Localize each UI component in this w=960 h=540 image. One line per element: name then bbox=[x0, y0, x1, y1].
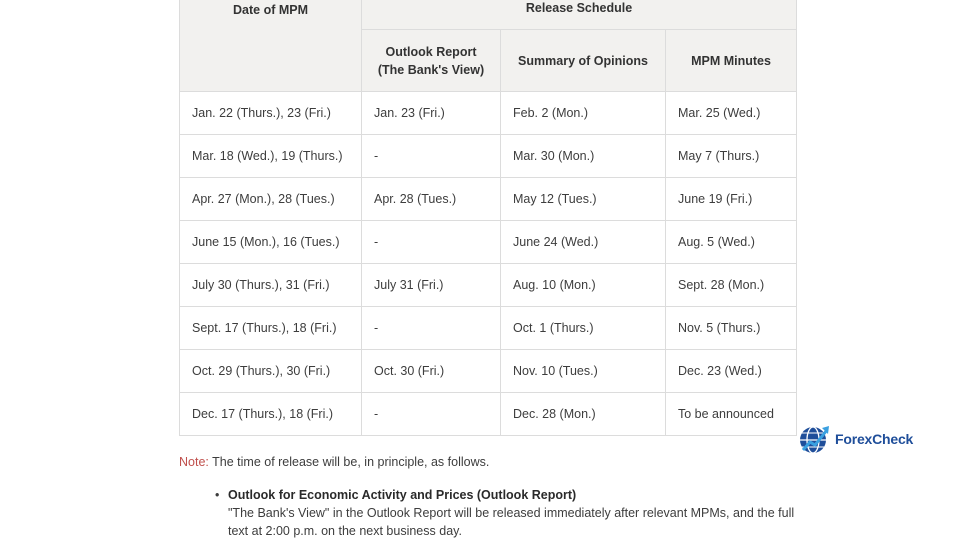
cell-date: July 30 (Thurs.), 31 (Fri.) bbox=[180, 264, 362, 307]
note-label: Note: bbox=[179, 455, 209, 469]
table-row bbox=[180, 264, 797, 307]
header-outlook-report bbox=[362, 30, 501, 92]
table-row bbox=[180, 307, 797, 350]
cell-outlook: - bbox=[362, 393, 501, 436]
cell-date: Apr. 27 (Mon.), 28 (Tues.) bbox=[180, 178, 362, 221]
cell-summary: Oct. 1 (Thurs.) bbox=[501, 307, 666, 350]
cell-minutes: To be announced bbox=[666, 393, 797, 436]
cell-outlook: Jan. 23 (Fri.) bbox=[362, 92, 501, 135]
cell-outlook: Oct. 30 (Fri.) bbox=[362, 350, 501, 393]
bullet-heading: Outlook for Economic Activity and Prices (Outlook Report) bbox=[228, 488, 577, 502]
table-row bbox=[180, 178, 797, 221]
logo-wordmark: ForexCheck bbox=[835, 431, 914, 447]
cell-outlook: - bbox=[362, 221, 501, 264]
cell-date: Dec. 17 (Thurs.), 18 (Fri.) bbox=[180, 393, 362, 436]
cell-date: Jan. 22 (Thurs.), 23 (Fri.) bbox=[180, 92, 362, 135]
cell-summary: Mar. 30 (Mon.) bbox=[501, 135, 666, 178]
cell-outlook: Apr. 28 (Tues.) bbox=[362, 178, 501, 221]
note-text: The time of release will be, in principle, as follows. bbox=[208, 455, 490, 469]
header-outlook-report-label: Outlook Report (The Bank's View) bbox=[377, 44, 485, 77]
table-row bbox=[180, 135, 797, 178]
header-release-schedule: Release Schedule bbox=[362, 0, 797, 30]
cell-summary: June 24 (Wed.) bbox=[501, 221, 666, 264]
cell-minutes: Dec. 23 (Wed.) bbox=[666, 350, 797, 393]
cell-summary: Nov. 10 (Tues.) bbox=[501, 350, 666, 393]
cell-minutes: Nov. 5 (Thurs.) bbox=[666, 307, 797, 350]
cell-date: Oct. 29 (Thurs.), 30 (Fri.) bbox=[180, 350, 362, 393]
table-row bbox=[180, 393, 797, 436]
release-note bbox=[179, 455, 489, 469]
table-body bbox=[180, 92, 797, 436]
cell-summary: Aug. 10 (Mon.) bbox=[501, 264, 666, 307]
cell-minutes: June 19 (Fri.) bbox=[666, 178, 797, 221]
release-schedule-table bbox=[179, 0, 797, 436]
cell-date: Mar. 18 (Wed.), 19 (Thurs.) bbox=[180, 135, 362, 178]
cell-summary: Feb. 2 (Mon.) bbox=[501, 92, 666, 135]
cell-minutes: Aug. 5 (Wed.) bbox=[666, 221, 797, 264]
cell-minutes: Sept. 28 (Mon.) bbox=[666, 264, 797, 307]
cell-summary: May 12 (Tues.) bbox=[501, 178, 666, 221]
cell-date: Sept. 17 (Thurs.), 18 (Fri.) bbox=[180, 307, 362, 350]
cell-minutes: May 7 (Thurs.) bbox=[666, 135, 797, 178]
table-row bbox=[180, 92, 797, 135]
cell-summary: Dec. 28 (Mon.) bbox=[501, 393, 666, 436]
cell-outlook: July 31 (Fri.) bbox=[362, 264, 501, 307]
header-summary-of-opinions: Summary of Opinions bbox=[501, 30, 666, 92]
cell-date: June 15 (Mon.), 16 (Tues.) bbox=[180, 221, 362, 264]
cell-minutes: Mar. 25 (Wed.) bbox=[666, 92, 797, 135]
table-row bbox=[180, 350, 797, 393]
globe-chart-icon bbox=[798, 423, 832, 455]
cell-outlook: - bbox=[362, 135, 501, 178]
header-date-of-mpm: Date of MPM bbox=[180, 0, 362, 92]
bullet-text: "The Bank's View" in the Outlook Report will be released immediately after relevant MPMs, and the full text at 2:00 p.m. on the next business day. bbox=[228, 506, 795, 538]
bullet-dot-icon: • bbox=[215, 488, 220, 502]
header-mpm-minutes: MPM Minutes bbox=[666, 30, 797, 92]
table-row bbox=[180, 221, 797, 264]
forexcheck-logo bbox=[798, 423, 913, 455]
cell-outlook: - bbox=[362, 307, 501, 350]
